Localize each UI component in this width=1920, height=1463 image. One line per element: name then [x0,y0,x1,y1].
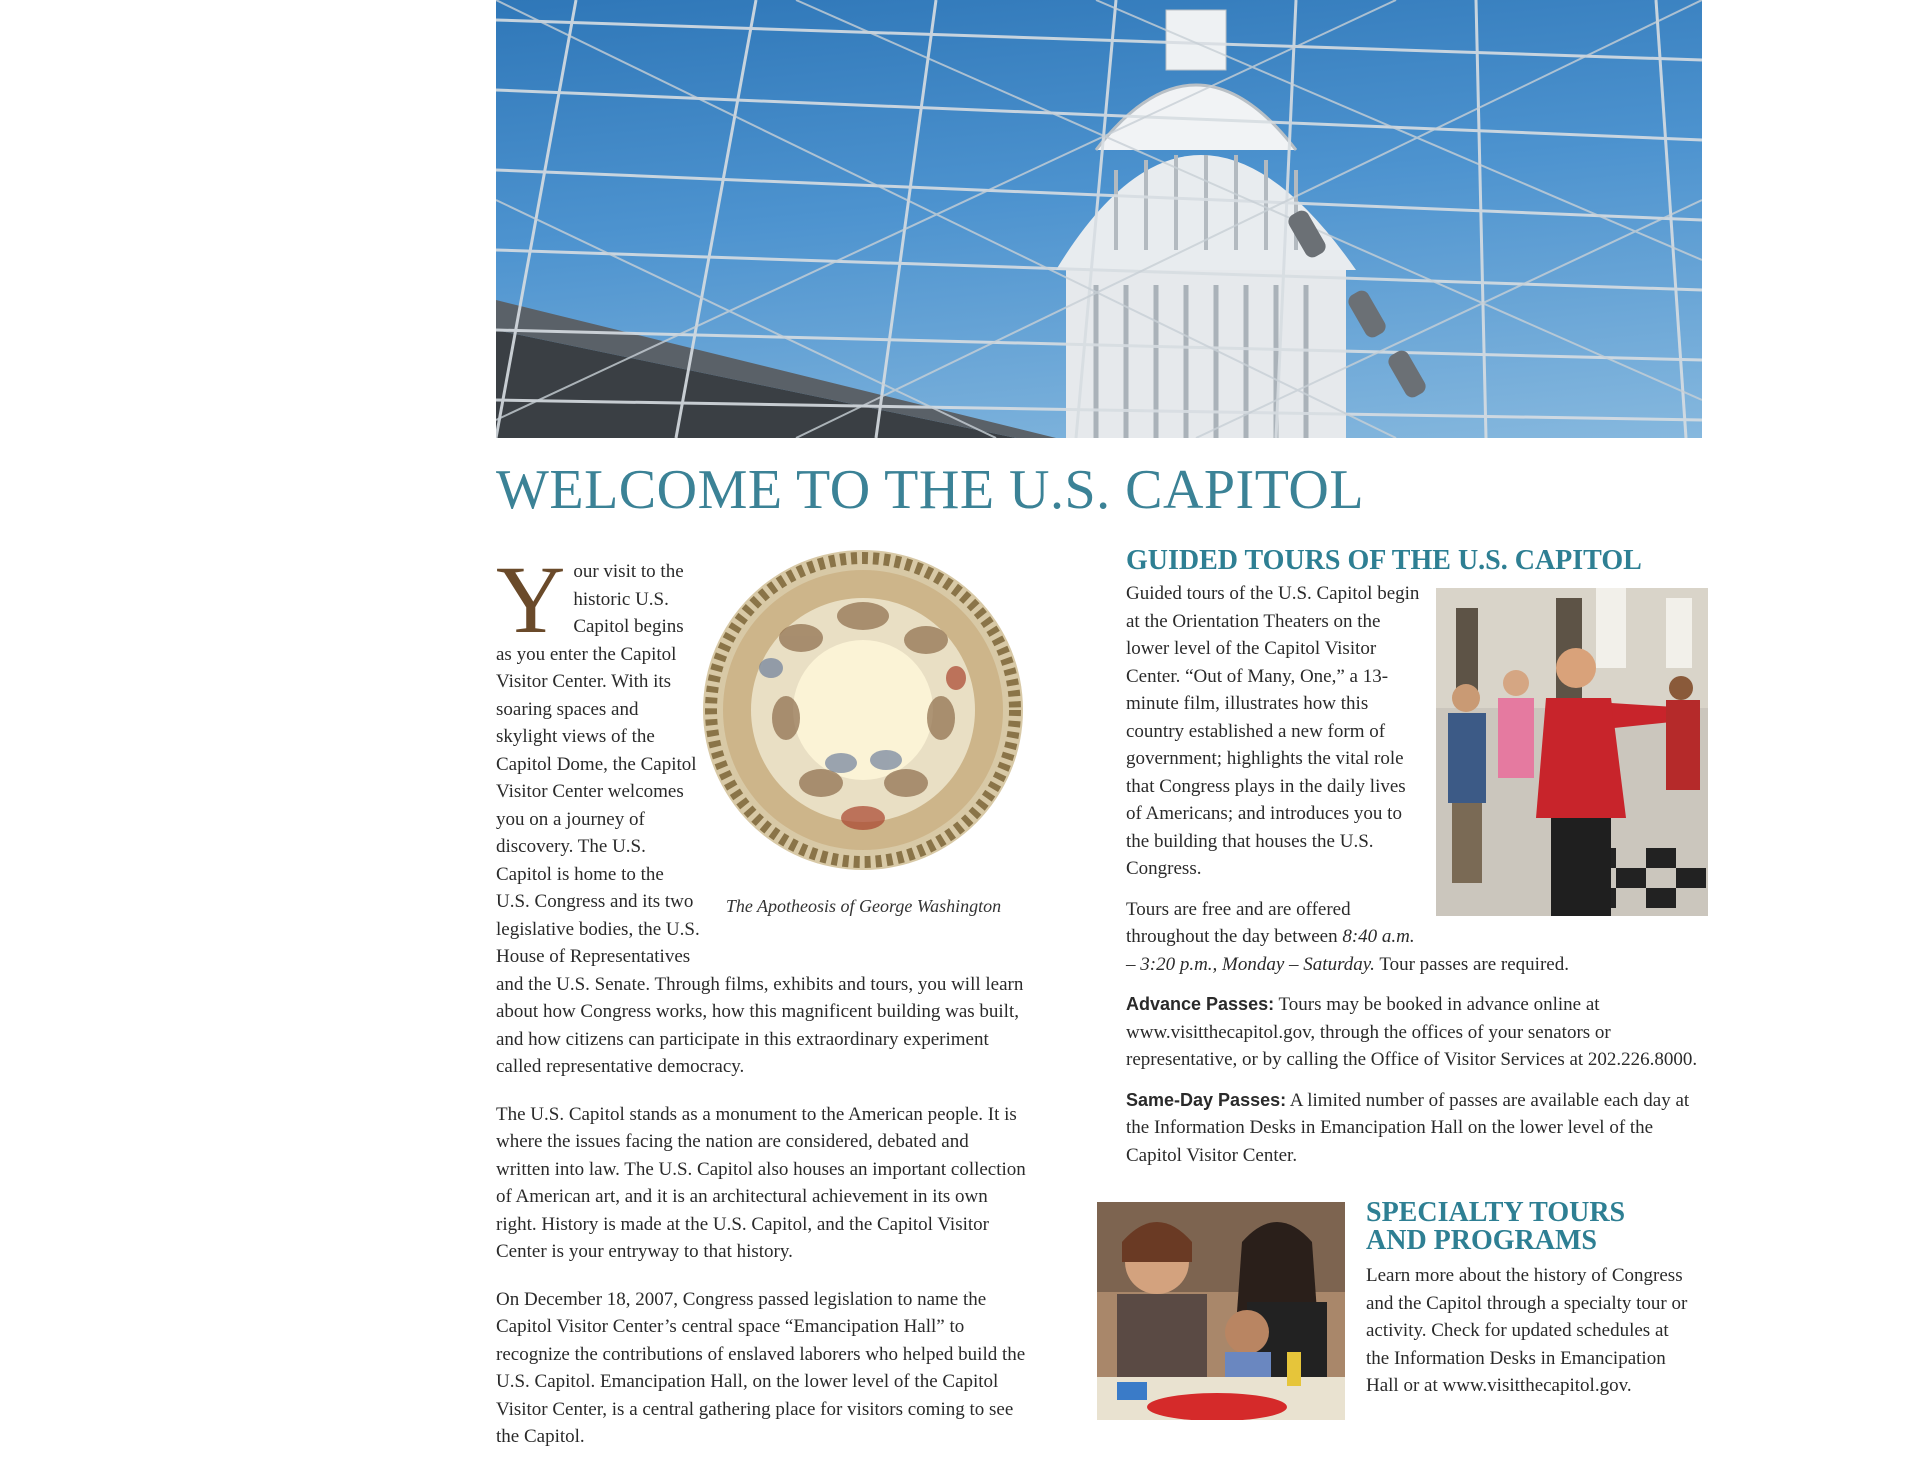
skylight-illustration [496,0,1702,438]
specialty-heading-line-2: AND PROGRAMS [1366,1225,1597,1256]
tour-guide-illustration [1436,588,1708,916]
guided-tours-heading: GUIDED TOURS OF THE U.S. CAPITOL [1126,545,1642,576]
guided-paragraph-1 [1126,580,1708,883]
specialty-tours-section [1366,1262,1696,1400]
tour-passes-note: Tour passes are required. [1374,953,1569,975]
specialty-programs-illustration [1097,1202,1345,1420]
tour-hours-intro: Tours are free and are offered throughout the day between [1126,898,1351,947]
guided-paragraph-1-text: Guided tours of the U.S. Capitol begin at the Orientation Theaters on the lower level of the Capitol Visitor Center. “Out of Many, One,” a 13-minute film, illustrates how this country established a new form of government; highlights the vital role that Congress plays in the daily lives of Americans; and introduces you to the building that houses the U.S. Congress. [1126,583,1420,879]
advance-passes-paragraph [1126,991,1708,1074]
advance-passes-text: Tours may be booked in advance online at www.visitthecapitol.gov, through the offices of your senators or representative, or by calling the Office of Visitor Services at 202.226.8000. [1126,994,1698,1070]
specialty-tours-heading [1366,1199,1666,1255]
intro-paragraph-3: On December 18, 2007, Congress passed legislation to name the Capitol Visitor Center’s central space “Emancipation Hall” to recognize the contributions of enslaved laborers who helped build the U.S. Capitol. Emancipation Hall, on the lower level of the Capitol Visitor Center, is a central gathering place for visitors coming to see the Capitol. [496,1288,1026,1447]
hero-capitol-dome-photo [496,0,1702,438]
apotheosis-fresco-image [701,548,1025,872]
specialty-heading-line-1: SPECIALTY TOURS [1366,1197,1626,1228]
fresco-figure [701,558,1026,958]
advance-passes-label: Advance Passes: [1126,994,1275,1014]
same-day-passes-label: Same-Day Passes: [1126,1089,1287,1110]
intro-section [496,546,1026,1463]
same-day-passes-paragraph [1126,1087,1708,1170]
specialty-paragraph: Learn more about the history of Congress and the Capitol through a specialty tour or activity. Check for updated schedules at the Information Desks in Emancipation Hall or at www.visitthecapitol.gov. [1366,1265,1688,1396]
guided-tours-section [1126,580,1708,1182]
tour-hours: 8:40 a.m. – 3:20 p.m., Monday – Saturday. [1126,926,1415,975]
dropcap-letter: Y [496,546,566,653]
page-title: WELCOME TO THE U.S. CAPITOL [496,459,1365,521]
intro-paragraph-1: our visit to the historic U.S. Capitol begins as you enter the Capitol Visitor Center. With its soaring spaces and skylight views of the Capitol Dome, the Capitol Visitor Center welcomes you on a journey of discovery. The U.S. Capitol is home to the U.S. Congress and its two legislative bodies, the U.S. House of Representatives and the U.S. Senate. Through films, exhibits and tours, you will learn about how Congress works, how this magnificent building was built, and how citizens can participate in this extraordinary experiment called representative democracy. [496,561,1024,1077]
same-day-passes-text: A limited number of passes are available each day at the Information Desks in Emancipation Hall on the lower level of the Capitol Visitor Center. [1126,1089,1690,1166]
tour-guide-photo [1436,588,1708,916]
fresco-caption: The Apotheosis of George Washington [725,895,1002,916]
specialty-programs-photo [1097,1202,1345,1420]
intro-paragraph-2: The U.S. Capitol stands as a monument to the American people. It is where the issues facing the nation are considered, debated and written into law. The U.S. Capitol also houses an important collection of American art, and it is an architectural achievement in its own right. History is made at the U.S. Capitol, and the Capitol Visitor Center is your entryway to that history. [496,1103,1026,1262]
